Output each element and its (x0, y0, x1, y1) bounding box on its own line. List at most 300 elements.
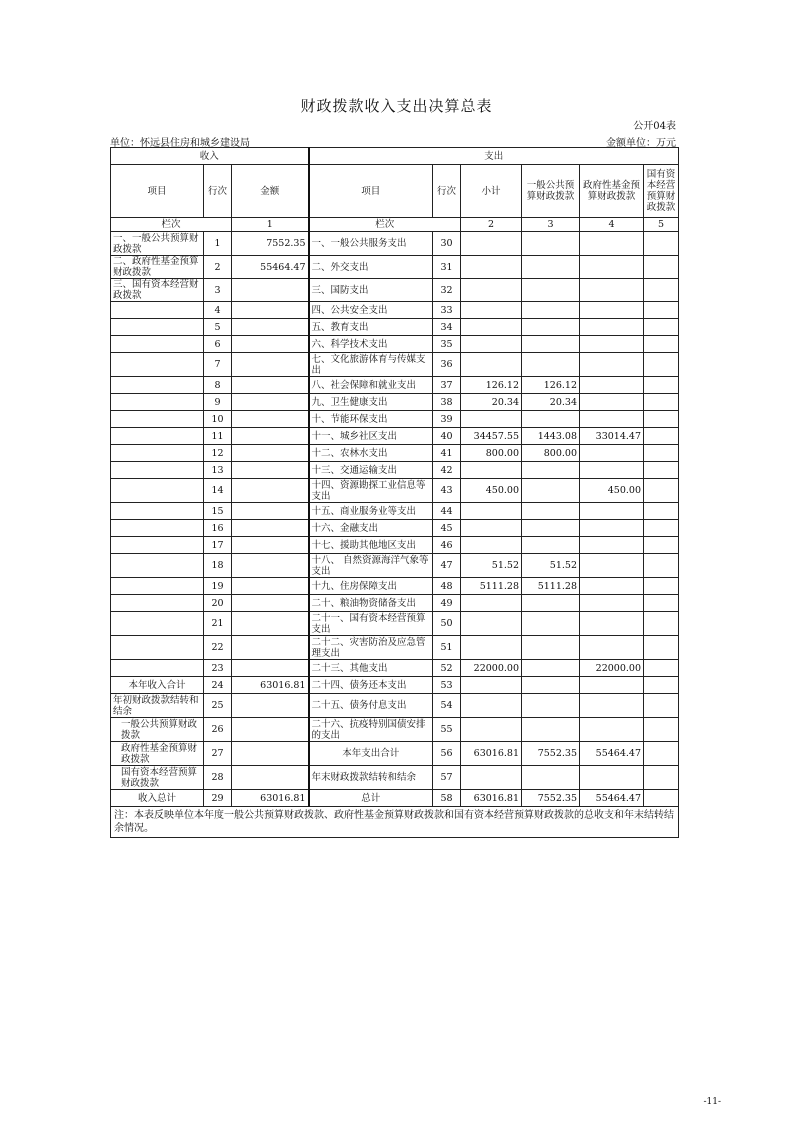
subtotal-cell (461, 336, 522, 353)
general-budget-cell (522, 660, 580, 677)
expense-row-number: 34 (433, 319, 461, 336)
expense-row-number: 56 (433, 742, 461, 766)
amount-unit: 金额单位：万元 (606, 138, 676, 149)
income-item-cell (111, 636, 204, 660)
income-amount-cell (232, 742, 309, 766)
gov-fund-cell (580, 232, 644, 256)
income-row-number: 1 (204, 232, 232, 256)
header-item: 项目 (111, 165, 204, 218)
page-title: 财政拨款收入支出决算总表 (300, 97, 493, 115)
subtotal-cell: 5111.28 (461, 578, 522, 595)
state-capital-cell (644, 503, 679, 520)
table-row (111, 428, 679, 445)
income-row-number: 6 (204, 336, 232, 353)
general-budget-cell (522, 256, 580, 279)
subtotal-cell: 63016.81 (461, 742, 522, 766)
income-item-cell (111, 660, 204, 677)
income-amount-cell (232, 479, 309, 503)
state-capital-cell (644, 554, 679, 578)
income-row-number: 13 (204, 462, 232, 479)
state-capital-cell (644, 411, 679, 428)
header-amount: 金额 (232, 165, 309, 218)
income-row-number: 22 (204, 636, 232, 660)
gov-fund-cell: 33014.47 (580, 428, 644, 445)
gov-fund-cell (580, 718, 644, 742)
subtotal-cell (461, 462, 522, 479)
expense-row-number: 32 (433, 279, 461, 302)
table-row (111, 677, 679, 694)
note-row (111, 807, 679, 838)
gov-fund-cell (580, 256, 644, 279)
income-amount-cell (232, 520, 309, 537)
general-budget-cell (522, 279, 580, 302)
table-row (111, 336, 679, 353)
income-item-cell: 年初财政拨款结转和结余 (111, 694, 204, 718)
state-capital-cell (644, 694, 679, 718)
subtotal-cell (461, 353, 522, 377)
table-row (111, 660, 679, 677)
income-amount-cell (232, 353, 309, 377)
income-item-cell (111, 353, 204, 377)
expense-row-number: 39 (433, 411, 461, 428)
state-capital-cell (644, 578, 679, 595)
subtotal-cell: 51.52 (461, 554, 522, 578)
table-row (111, 411, 679, 428)
subtotal-cell: 34457.55 (461, 428, 522, 445)
general-budget-cell (522, 612, 580, 636)
income-amount-cell (232, 462, 309, 479)
income-item-cell (111, 462, 204, 479)
income-amount-cell (232, 503, 309, 520)
subtotal-cell (461, 677, 522, 694)
expense-row-number: 44 (433, 503, 461, 520)
index-label: 栏次 (111, 218, 232, 232)
income-amount-cell (232, 718, 309, 742)
state-capital-cell (644, 520, 679, 537)
subtotal-cell (461, 319, 522, 336)
form-code: 公开04表 (633, 121, 676, 132)
table-row (111, 503, 679, 520)
income-amount-cell (232, 694, 309, 718)
expense-row-number: 43 (433, 479, 461, 503)
income-item-cell (111, 302, 204, 319)
table-row (111, 742, 679, 766)
general-budget-cell (522, 479, 580, 503)
income-row-number: 5 (204, 319, 232, 336)
state-capital-cell (644, 790, 679, 807)
income-row-number: 8 (204, 377, 232, 394)
general-budget-cell (522, 766, 580, 790)
general-budget-cell (522, 353, 580, 377)
general-budget-cell (522, 302, 580, 319)
income-row-number: 2 (204, 256, 232, 279)
expense-row-number: 49 (433, 595, 461, 612)
subtotal-cell: 450.00 (461, 479, 522, 503)
table-row (111, 520, 679, 537)
income-item-cell: 政府性基金预算财政拨款 (111, 742, 204, 766)
state-capital-cell (644, 612, 679, 636)
header-row-no-expense: 行次 (433, 165, 461, 218)
income-row-number: 26 (204, 718, 232, 742)
general-budget-cell (522, 677, 580, 694)
income-item-cell: 一、一般公共预算财政拨款 (111, 232, 204, 256)
header-gov-fund: 政府性基金预算财政拨款 (580, 165, 644, 218)
expense-item-cell: 十六、金融支出 (309, 520, 433, 537)
expense-item-cell: 年末财政拨款结转和结余 (309, 766, 433, 790)
expense-item-cell: 十七、援助其他地区支出 (309, 537, 433, 554)
gov-fund-cell: 55464.47 (580, 742, 644, 766)
income-item-cell (111, 445, 204, 462)
subtotal-cell: 800.00 (461, 445, 522, 462)
income-row-number: 9 (204, 394, 232, 411)
index-cell: 3 (522, 218, 580, 232)
general-budget-cell: 800.00 (522, 445, 580, 462)
income-item-cell (111, 554, 204, 578)
expense-group-header: 支出 (309, 148, 679, 165)
income-item-cell (111, 612, 204, 636)
income-amount-cell (232, 394, 309, 411)
subtotal-cell: 126.12 (461, 377, 522, 394)
subtotal-cell (461, 694, 522, 718)
state-capital-cell (644, 445, 679, 462)
general-budget-cell: 7552.35 (522, 790, 580, 807)
expense-item-cell: 四、公共安全支出 (309, 302, 433, 319)
gov-fund-cell (580, 677, 644, 694)
page-number: -11- (703, 1097, 721, 1107)
gov-fund-cell (580, 336, 644, 353)
subtotal-cell (461, 612, 522, 636)
state-capital-cell (644, 537, 679, 554)
state-capital-cell (644, 479, 679, 503)
gov-fund-cell (580, 462, 644, 479)
general-budget-cell (522, 503, 580, 520)
general-budget-cell (522, 694, 580, 718)
expense-item-cell: 十三、交通运输支出 (309, 462, 433, 479)
expense-item-cell: 七、文化旅游体育与传媒支出 (309, 353, 433, 377)
table-row (111, 479, 679, 503)
income-amount-cell (232, 319, 309, 336)
expense-row-number: 55 (433, 718, 461, 742)
income-item-cell (111, 394, 204, 411)
general-budget-cell: 1443.08 (522, 428, 580, 445)
income-amount-cell (232, 377, 309, 394)
subtotal-cell (461, 279, 522, 302)
general-budget-cell (522, 520, 580, 537)
table-row (111, 279, 679, 302)
gov-fund-cell (580, 578, 644, 595)
gov-fund-cell (580, 766, 644, 790)
expense-row-number: 31 (433, 256, 461, 279)
expense-item-cell: 二十四、债务还本支出 (309, 677, 433, 694)
table-row (111, 694, 679, 718)
income-item-cell (111, 377, 204, 394)
state-capital-cell (644, 256, 679, 279)
expense-item-cell: 六、科学技术支出 (309, 336, 433, 353)
income-row-number: 27 (204, 742, 232, 766)
income-item-cell (111, 595, 204, 612)
state-capital-cell (644, 636, 679, 660)
expense-item-cell: 三、国防支出 (309, 279, 433, 302)
expense-item-cell: 二十六、抗疫特别国债安排的支出 (309, 718, 433, 742)
income-row-number: 28 (204, 766, 232, 790)
income-group-header: 收入 (111, 148, 309, 165)
expense-item-cell: 十九、住房保障支出 (309, 578, 433, 595)
income-amount-cell: 7552.35 (232, 232, 309, 256)
table-row (111, 462, 679, 479)
income-amount-cell (232, 336, 309, 353)
header-row-no: 行次 (204, 165, 232, 218)
index-cell: 1 (232, 218, 309, 232)
expense-item-cell: 十一、城乡社区支出 (309, 428, 433, 445)
income-row-number: 4 (204, 302, 232, 319)
subtotal-cell: 20.34 (461, 394, 522, 411)
table-row (111, 394, 679, 411)
state-capital-cell (644, 336, 679, 353)
income-amount-cell (232, 578, 309, 595)
income-row-number: 16 (204, 520, 232, 537)
expense-row-number: 52 (433, 660, 461, 677)
state-capital-cell (644, 462, 679, 479)
income-row-number: 25 (204, 694, 232, 718)
income-row-number: 15 (204, 503, 232, 520)
table-row (111, 612, 679, 636)
state-capital-cell (644, 232, 679, 256)
expense-row-number: 45 (433, 520, 461, 537)
income-item-cell (111, 428, 204, 445)
expense-item-cell: 本年支出合计 (309, 742, 433, 766)
state-capital-cell (644, 302, 679, 319)
gov-fund-cell (580, 411, 644, 428)
gov-fund-cell (580, 503, 644, 520)
income-item-cell (111, 319, 204, 336)
general-budget-cell (522, 636, 580, 660)
general-budget-cell (522, 718, 580, 742)
income-row-number: 18 (204, 554, 232, 578)
gov-fund-cell (580, 394, 644, 411)
expense-row-number: 51 (433, 636, 461, 660)
general-budget-cell (522, 595, 580, 612)
subtotal-cell: 22000.00 (461, 660, 522, 677)
table-row (111, 353, 679, 377)
subtotal-cell (461, 503, 522, 520)
gov-fund-cell (580, 377, 644, 394)
income-amount-cell (232, 636, 309, 660)
income-item-cell (111, 479, 204, 503)
income-row-number: 23 (204, 660, 232, 677)
general-budget-cell: 5111.28 (522, 578, 580, 595)
state-capital-cell (644, 595, 679, 612)
header-subtotal: 小计 (461, 165, 522, 218)
income-row-number: 29 (204, 790, 232, 807)
state-capital-cell (644, 279, 679, 302)
expense-row-number: 57 (433, 766, 461, 790)
state-capital-cell (644, 377, 679, 394)
subtotal-cell (461, 636, 522, 660)
header-item-expense: 项目 (309, 165, 433, 218)
gov-fund-cell: 450.00 (580, 479, 644, 503)
gov-fund-cell (580, 520, 644, 537)
subtotal-cell: 63016.81 (461, 790, 522, 807)
income-row-number: 3 (204, 279, 232, 302)
expense-row-number: 46 (433, 537, 461, 554)
income-item-cell (111, 336, 204, 353)
income-amount-cell (232, 279, 309, 302)
table-row (111, 445, 679, 462)
state-capital-cell (644, 766, 679, 790)
subtotal-cell (461, 520, 522, 537)
state-capital-cell (644, 677, 679, 694)
expense-item-cell: 二十二、灾害防治及应急管理支出 (309, 636, 433, 660)
expense-item-cell: 十二、农林水支出 (309, 445, 433, 462)
gov-fund-cell: 55464.47 (580, 790, 644, 807)
expense-item-cell: 一、一般公共服务支出 (309, 232, 433, 256)
expense-item-cell: 十、节能环保支出 (309, 411, 433, 428)
expense-item-cell: 总计 (309, 790, 433, 807)
expense-item-cell: 五、教育支出 (309, 319, 433, 336)
table-note: 注：本表反映单位本年度一般公共预算财政拨款、政府性基金预算财政拨款和国有资本经营预算财政拨款的总收支和年末结转结余情况。 (111, 807, 679, 838)
subtotal-cell (461, 256, 522, 279)
expense-item-cell: 九、卫生健康支出 (309, 394, 433, 411)
general-budget-cell (522, 336, 580, 353)
table-row (111, 790, 679, 807)
income-item-cell (111, 520, 204, 537)
budget-table (110, 147, 679, 838)
income-row-number: 24 (204, 677, 232, 694)
income-item-cell (111, 411, 204, 428)
table-row (111, 636, 679, 660)
income-item-cell (111, 578, 204, 595)
income-row-number: 7 (204, 353, 232, 377)
expense-item-cell: 八、社会保障和就业支出 (309, 377, 433, 394)
index-cell: 4 (580, 218, 644, 232)
state-capital-cell (644, 742, 679, 766)
table-row (111, 537, 679, 554)
subtotal-cell (461, 537, 522, 554)
general-budget-cell: 126.12 (522, 377, 580, 394)
general-budget-cell (522, 537, 580, 554)
income-row-number: 12 (204, 445, 232, 462)
table-row (111, 319, 679, 336)
income-amount-cell (232, 766, 309, 790)
income-amount-cell: 55464.47 (232, 256, 309, 279)
table-row (111, 554, 679, 578)
income-amount-cell (232, 428, 309, 445)
expense-row-number: 54 (433, 694, 461, 718)
gov-fund-cell (580, 279, 644, 302)
expense-item-cell: 二十、粮油物资储备支出 (309, 595, 433, 612)
header-state-capital: 国有资本经营预算财政拨款 (644, 165, 679, 218)
table-row (111, 718, 679, 742)
expense-row-number: 42 (433, 462, 461, 479)
income-row-number: 14 (204, 479, 232, 503)
table-row (111, 595, 679, 612)
subtotal-cell (461, 411, 522, 428)
income-amount-cell (232, 554, 309, 578)
income-row-number: 19 (204, 578, 232, 595)
index-cell: 5 (644, 218, 679, 232)
income-item-cell: 收入总计 (111, 790, 204, 807)
gov-fund-cell (580, 445, 644, 462)
income-amount-cell (232, 612, 309, 636)
expense-row-number: 37 (433, 377, 461, 394)
expense-row-number: 36 (433, 353, 461, 377)
income-row-number: 17 (204, 537, 232, 554)
income-item-cell (111, 503, 204, 520)
income-amount-cell (232, 445, 309, 462)
subtotal-cell (461, 595, 522, 612)
expense-item-cell: 十八、 自然资源海洋气象等支出 (309, 554, 433, 578)
index-label: 栏次 (309, 218, 461, 232)
gov-fund-cell (580, 353, 644, 377)
gov-fund-cell (580, 612, 644, 636)
state-capital-cell (644, 660, 679, 677)
expense-item-cell: 二、外交支出 (309, 256, 433, 279)
subtotal-cell (461, 766, 522, 790)
income-item-cell: 二、政府性基金预算财政拨款 (111, 256, 204, 279)
general-budget-cell (522, 462, 580, 479)
income-amount-cell: 63016.81 (232, 677, 309, 694)
table-row (111, 578, 679, 595)
expense-row-number: 35 (433, 336, 461, 353)
income-row-number: 11 (204, 428, 232, 445)
general-budget-cell (522, 411, 580, 428)
income-item-cell: 本年收入合计 (111, 677, 204, 694)
expense-row-number: 41 (433, 445, 461, 462)
general-budget-cell (522, 319, 580, 336)
expense-item-cell: 十四、资源勘探工业信息等支出 (309, 479, 433, 503)
income-amount-cell (232, 537, 309, 554)
expense-row-number: 33 (433, 302, 461, 319)
expense-item-cell: 二十一、国有资本经营预算支出 (309, 612, 433, 636)
gov-fund-cell (580, 694, 644, 718)
table-row (111, 232, 679, 256)
general-budget-cell (522, 232, 580, 256)
income-amount-cell (232, 302, 309, 319)
subtotal-cell (461, 302, 522, 319)
expense-row-number: 30 (433, 232, 461, 256)
table-row (111, 302, 679, 319)
expense-item-cell: 二十三、其他支出 (309, 660, 433, 677)
expense-row-number: 47 (433, 554, 461, 578)
income-row-number: 10 (204, 411, 232, 428)
expense-row-number: 48 (433, 578, 461, 595)
table-row (111, 256, 679, 279)
subtotal-cell (461, 232, 522, 256)
gov-fund-cell (580, 636, 644, 660)
table-row (111, 377, 679, 394)
state-capital-cell (644, 353, 679, 377)
header-general-budget: 一般公共预算财政拨款 (522, 165, 580, 218)
gov-fund-cell (580, 595, 644, 612)
income-item-cell: 国有资本经营预算财政拨款 (111, 766, 204, 790)
income-row-number: 21 (204, 612, 232, 636)
table-row (111, 766, 679, 790)
index-cell: 2 (461, 218, 522, 232)
income-item-cell (111, 537, 204, 554)
income-item-cell: 一般公共预算财政拨款 (111, 718, 204, 742)
state-capital-cell (644, 428, 679, 445)
state-capital-cell (644, 319, 679, 336)
income-row-number: 20 (204, 595, 232, 612)
income-amount-cell (232, 595, 309, 612)
gov-fund-cell: 22000.00 (580, 660, 644, 677)
gov-fund-cell (580, 319, 644, 336)
general-budget-cell: 7552.35 (522, 742, 580, 766)
income-item-cell: 三、国有资本经营财政拨款 (111, 279, 204, 302)
state-capital-cell (644, 394, 679, 411)
gov-fund-cell (580, 537, 644, 554)
state-capital-cell (644, 718, 679, 742)
